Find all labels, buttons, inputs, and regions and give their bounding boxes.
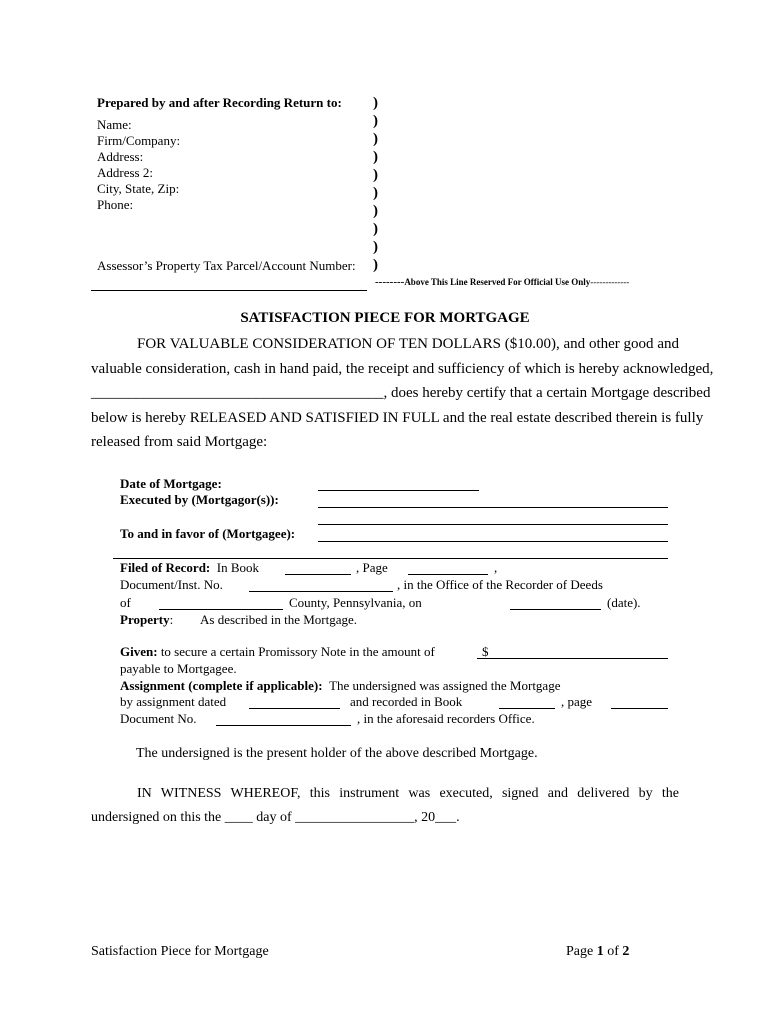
- filed-of-record-row: [120, 560, 259, 576]
- assignment-label: Assignment (complete if applicable):: [120, 678, 323, 693]
- filed-divider-line: [113, 558, 668, 559]
- property-row: [120, 612, 173, 628]
- assignment-document-blank[interactable]: [216, 725, 351, 726]
- given-label: Given:: [120, 644, 158, 659]
- official-use-notice: [375, 276, 629, 288]
- assignment-page-blank[interactable]: [611, 708, 668, 709]
- intro-line-5: released from said Mortgage:: [91, 434, 268, 450]
- field-phone-label: Phone:: [97, 197, 134, 212]
- given-text: to secure a certain Promissory Note in the amount of: [160, 644, 435, 659]
- note-amount-blank[interactable]: [477, 658, 668, 659]
- executed-by-label: Executed by (Mortgagor(s)):: [120, 492, 279, 507]
- footer-document-name: Satisfaction Piece for Mortgage: [91, 944, 269, 959]
- in-book-label: In Book: [216, 560, 260, 575]
- payable-text: payable to Mortgagee.: [120, 661, 237, 676]
- field-city-state-zip-label: City, State, Zip:: [97, 181, 180, 196]
- prepared-by-heading: Prepared by and after Recording Return to:: [97, 95, 342, 110]
- assignment-document-label: Document No.: [120, 711, 197, 726]
- page-number: 1: [596, 944, 604, 959]
- recorder-of-deeds-text: , in the Office of the Recorder of Deeds: [397, 577, 603, 592]
- page-label: , Page: [356, 560, 388, 575]
- field-address2-label: Address 2:: [97, 165, 153, 180]
- bracket-paren: ): [373, 95, 378, 111]
- document-inst-label: Document/Inst. No.: [120, 577, 223, 592]
- property-colon: :: [169, 612, 174, 627]
- county-pennsylvania-text: County, Pennsylvania, on: [289, 595, 422, 610]
- mortgagor-blank-2[interactable]: [318, 524, 668, 525]
- bracket-paren: ): [373, 203, 378, 219]
- bracket-paren: ): [373, 221, 378, 237]
- property-text: As described in the Mortgage.: [200, 612, 358, 627]
- document-inst-blank[interactable]: [249, 591, 393, 592]
- filed-date-blank[interactable]: [510, 609, 601, 610]
- intro-line-3-text: , does hereby certify that a certain Mortgage described: [383, 385, 711, 401]
- dollar-sign: $: [482, 644, 489, 659]
- releasor-blank[interactable]: _______________________________________: [91, 385, 384, 401]
- intro-line-4: below is hereby RELEASED AND SATISFIED IN FULL and the real estate described therein is fully: [91, 410, 704, 426]
- book-blank[interactable]: [285, 574, 351, 575]
- aforesaid-office-text: , in the aforesaid recorders Office.: [357, 711, 535, 726]
- bracket-paren: ): [373, 257, 378, 273]
- assignment-dated-label: by assignment dated: [120, 694, 227, 709]
- in-favor-of-label: To and in favor of (Mortgagee):: [120, 526, 296, 541]
- assignment-date-blank[interactable]: [249, 708, 340, 709]
- of-word: of: [607, 944, 619, 959]
- property-label: Property: [120, 612, 170, 627]
- official-dashes: --------: [375, 276, 405, 288]
- holder-statement: The undersigned is the present holder of the above described Mortgage.: [136, 746, 538, 761]
- assignment-book-blank[interactable]: [499, 708, 555, 709]
- witness-line-2[interactable]: undersigned on this the ____ day of _________________, 20___.: [91, 810, 460, 825]
- assignment-text: The undersigned was assigned the Mortgage: [329, 678, 561, 693]
- bracket-paren: ): [373, 149, 378, 165]
- assessor-parcel-label: Assessor’s Property Tax Parcel/Account Number:: [97, 258, 356, 273]
- bracket-paren: ): [373, 167, 378, 183]
- header-divider-line: [91, 290, 367, 291]
- official-tail: -------------: [590, 277, 630, 287]
- field-firm-label: Firm/Company:: [97, 133, 181, 148]
- date-of-mortgage-label: Date of Mortgage:: [120, 476, 222, 491]
- mortgagor-blank[interactable]: [318, 507, 668, 508]
- date-of-mortgage-blank[interactable]: [318, 490, 479, 491]
- witness-line-1: IN WITNESS WHEREOF, this instrument was executed, signed and delivered by the: [137, 786, 679, 801]
- bracket-paren: ): [373, 131, 378, 147]
- document-title: SATISFACTION PIECE FOR MORTGAGE: [240, 310, 530, 326]
- recorded-in-book-label: and recorded in Book: [350, 694, 463, 709]
- intro-line-3: [91, 385, 711, 402]
- intro-line-2: valuable consideration, cash in hand paid, the receipt and sufficiency of which is hereby acknowledged,: [91, 361, 714, 377]
- page-blank[interactable]: [408, 574, 488, 575]
- bracket-paren: ): [373, 113, 378, 129]
- footer-page-indicator: [566, 944, 629, 960]
- field-name-label: Name:: [97, 117, 132, 132]
- field-address-label: Address:: [97, 149, 144, 164]
- assignment-row: [120, 678, 560, 694]
- given-row: [120, 644, 435, 660]
- page-total: 2: [622, 944, 630, 959]
- official-use-text: Above This Line Reserved For Official Use Only: [404, 277, 591, 287]
- intro-line-1: FOR VALUABLE CONSIDERATION OF TEN DOLLARS ($10.00), and other good and: [137, 336, 679, 352]
- filed-comma: ,: [494, 560, 498, 575]
- mortgagee-blank[interactable]: [318, 541, 668, 542]
- page-word: Page: [566, 944, 594, 959]
- of-label: of: [120, 595, 131, 610]
- assignment-page-label: , page: [561, 694, 593, 709]
- filed-of-record-label: Filed of Record:: [120, 560, 211, 575]
- date-word: (date).: [607, 595, 641, 610]
- county-blank[interactable]: [159, 609, 283, 610]
- bracket-paren: ): [373, 185, 378, 201]
- bracket-paren: ): [373, 239, 378, 255]
